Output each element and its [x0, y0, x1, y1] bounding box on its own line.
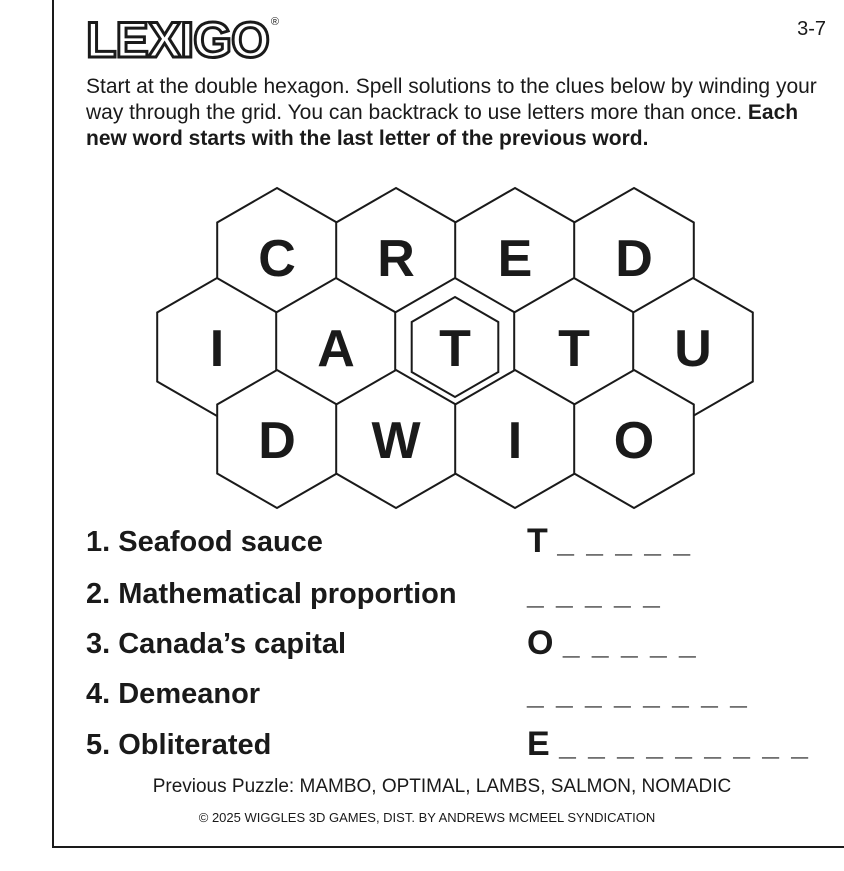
clue-3-blanks: _ _ _ _ _	[562, 628, 698, 661]
hex-letter-r3-c4: O	[613, 412, 655, 470]
frame-bottom-border	[52, 846, 844, 848]
clue-1-label: 1. Seafood sauce	[86, 526, 323, 558]
hex-letter-r2-c4: T	[558, 320, 590, 378]
hex-letter-r2-c1: I	[209, 320, 225, 378]
logo-text: LEXIGO	[86, 12, 269, 68]
clue-4-label: 4. Demeanor	[86, 678, 261, 710]
clue-4-blanks: _ _ _ _ _ _ _ _	[527, 678, 749, 711]
clue-2-blanks: _ _ _ _ _	[527, 578, 662, 611]
clue-3-label: 3. Canada’s capital	[86, 628, 347, 660]
hex-letter-r3-c2: W	[371, 412, 421, 470]
hex-letter-r1-c2: R	[377, 230, 415, 288]
clue-4-answer[interactable]	[527, 674, 749, 713]
clue-1-start-letter: T	[527, 522, 548, 560]
instructions-text: Start at the double hexagon. Spell solutions to the clues below by winding your way through the grid. You can backtrack to use letters more than once.	[86, 75, 817, 124]
clue-1-answer[interactable]	[527, 522, 692, 561]
clue-5-label: 5. Obliterated	[86, 729, 272, 761]
hex-letter-r2-c5: U	[674, 320, 712, 378]
puzzle-id: 3-7	[797, 18, 826, 40]
hex-letter-r3-c3: I	[507, 412, 523, 470]
hex-letter-r1-c4: D	[615, 230, 653, 288]
instructions-bold-text: Each new word starts with the last letter of the previous word.	[86, 101, 799, 150]
clue-5-start-letter: E	[527, 725, 550, 763]
clue-3-start-letter: O	[527, 624, 554, 662]
registered-mark: ®	[270, 16, 280, 28]
clue-2-label: 2. Mathematical proportion	[86, 578, 457, 610]
clue-1-blanks: _ _ _ _ _	[557, 526, 692, 559]
copyright-notice: © 2025 WIGGLES 3D GAMES, DIST. BY ANDREWS MCMEEL SYNDICATION	[198, 810, 656, 825]
clue-2-answer[interactable]	[527, 574, 662, 613]
clue-5-blanks: _ _ _ _ _ _ _ _ _	[559, 729, 810, 762]
hex-letter-r2-c3: T	[439, 320, 471, 378]
previous-puzzle-answers: Previous Puzzle: MAMBO, OPTIMAL, LAMBS, SALMON, NOMADIC	[152, 776, 732, 797]
clue-5-answer[interactable]	[527, 725, 810, 764]
hex-letter-r1-c3: E	[497, 230, 533, 288]
clue-3-answer[interactable]	[527, 624, 698, 663]
hex-letter-r3-c1: D	[258, 412, 296, 470]
hex-letter-r1-c1: C	[258, 230, 296, 288]
hex-letter-r2-c2: A	[317, 320, 355, 378]
